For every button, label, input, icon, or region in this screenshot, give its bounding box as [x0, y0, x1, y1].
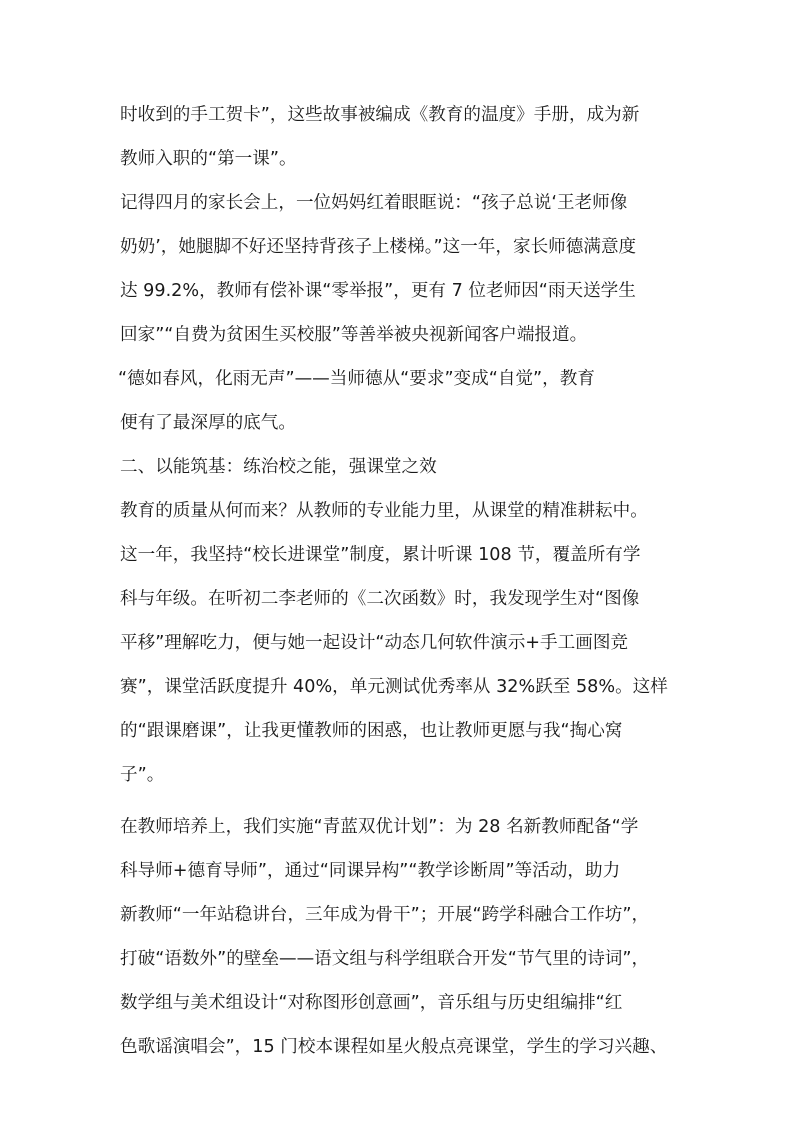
text-line: 回家”“自费为贫困生买校服”等善举被央视新闻客户端报道。 — [120, 325, 588, 345]
text-line: 打破“语数外”的壁垒——语文组与科学组联合开发“节气里的诗词”， — [120, 949, 650, 969]
section-heading: 二、以能筑基：练治校之能，强课堂之效 — [120, 457, 437, 477]
text-line: 数学组与美术组设计“对称图形创意画”，音乐组与历史组编排“红 — [120, 993, 623, 1013]
text-line: 子”。 — [120, 765, 165, 785]
text-line: 这一年，我坚持“校长进课堂”制度，累计听课 108 节，覆盖所有学 — [120, 545, 641, 565]
text-line: 平移”理解吃力，便与她一起设计“动态几何软件演示+手工画图竞 — [120, 633, 629, 653]
text-line: 新教师“一年站稳讲台，三年成为骨干”；开展“跨学科融合工作坊”， — [120, 905, 650, 925]
text-line: 科导师+德育导师”，通过“同课异构”“教学诊断周”等活动，助力 — [120, 861, 621, 881]
paragraph-text: 记得四月的家长会上，一位妈妈红着眼眶说：“孩子总说‘王老师像 — [120, 193, 628, 213]
text-line: 的“跟课磨课”，让我更懂教师的困惑，也让教师更愿与我“掏心窝 — [120, 721, 623, 741]
text-line: 色歌谣演唱会”，15 门校本课程如星火般点亮课堂，学生的学习兴趣、 — [120, 1037, 668, 1057]
paragraph-text: “德如春风，化雨无声”——当师德从“要求”变成“自觉”，教育 — [118, 369, 595, 389]
text-line: 赛”，课堂活跃度提升 40%，单元测试优秀率从 32%跃至 58%。这样 — [120, 677, 668, 697]
text-line: 时收到的手工贺卡”，这些故事被编成《教育的温度》手册，成为新 — [120, 105, 640, 125]
paragraph-text: 在教师培养上，我们实施“青蓝双优计划”：为 28 名新教师配备“学 — [120, 817, 639, 837]
text-line: 奶奶’，她腿脚不好还坚持背孩子上楼梯。”这一年，家长师德满意度 — [120, 237, 637, 257]
text-line: 科与年级。在听初二李老师的《二次函数》时，我发现学生对“图像 — [120, 589, 640, 609]
text-line: 便有了最深厚的底气。 — [120, 413, 296, 433]
text-line: 教师入职的“第一课”。 — [120, 149, 297, 169]
text-line: 达 99.2%，教师有偿补课“零举报”，更有 7 位老师因“雨天送学生 — [120, 281, 636, 301]
paragraph-text: 教育的质量从何而来？从教师的专业能力里，从课堂的精准耕耘中。 — [120, 501, 648, 521]
